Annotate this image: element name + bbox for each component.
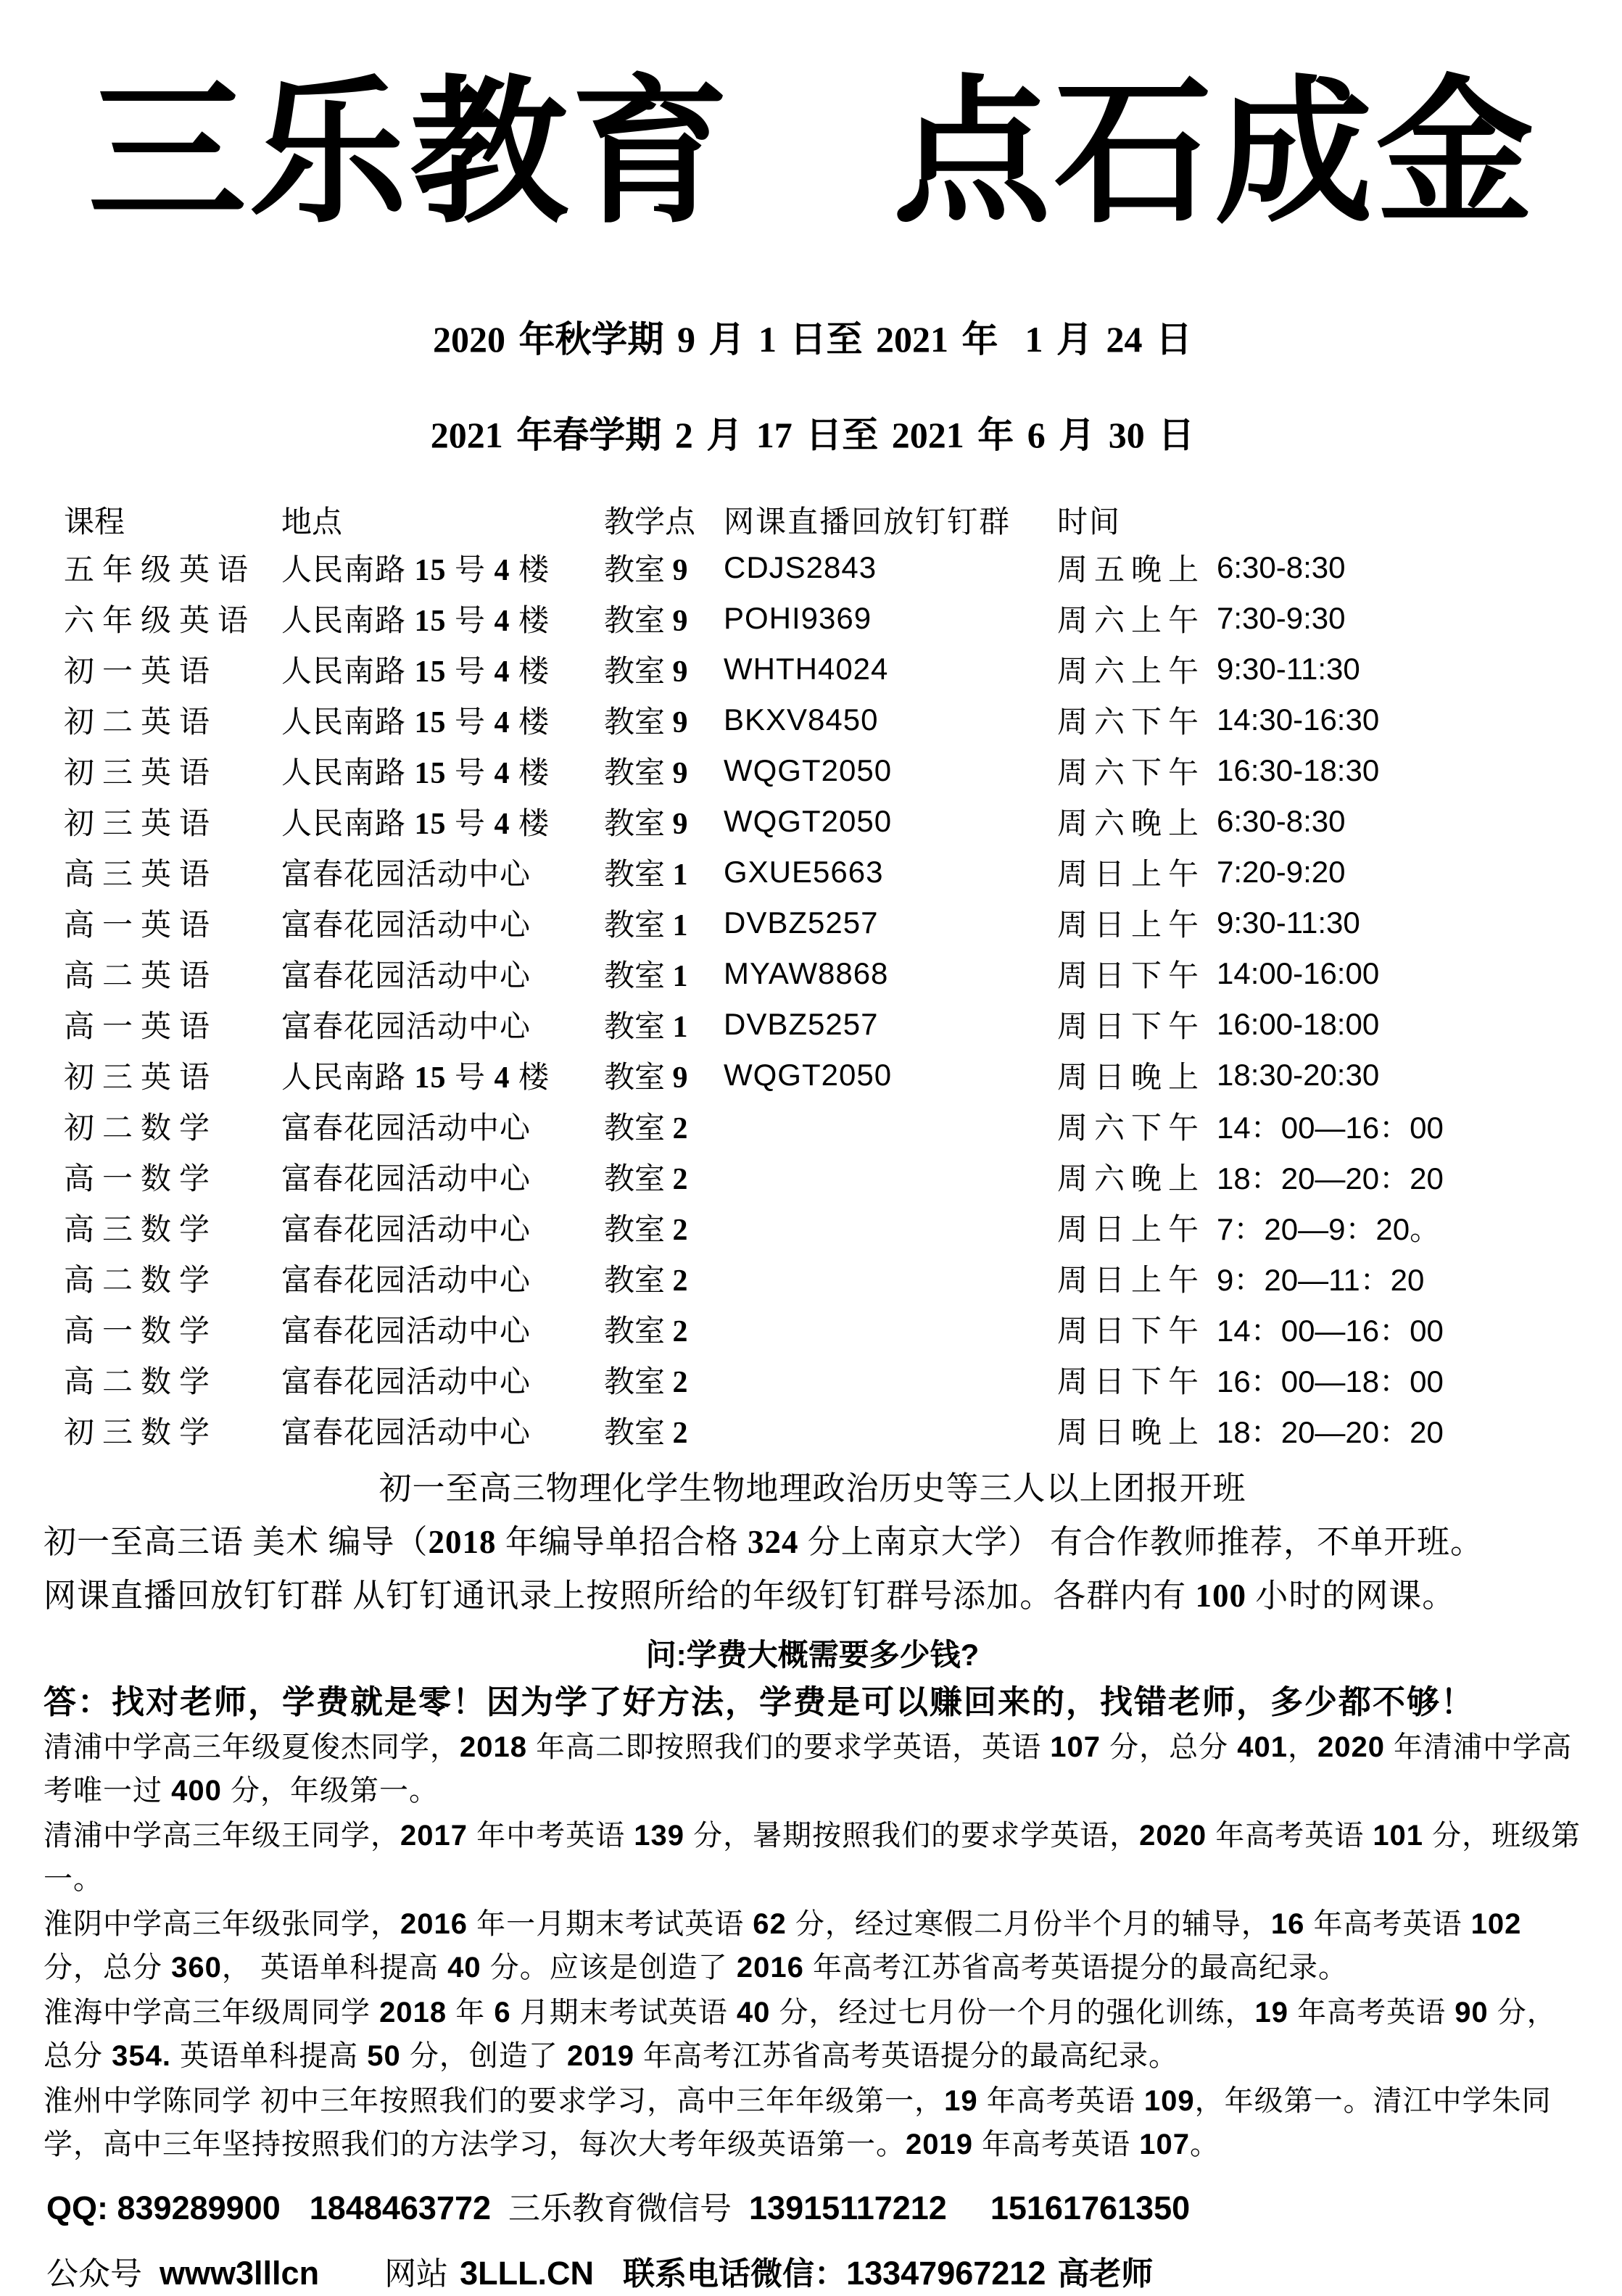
cell-location: 人民南路 15 号 4 楼 xyxy=(281,1061,550,1095)
schedule-row xyxy=(64,1253,1521,1304)
schedule-row xyxy=(64,948,1521,999)
contact-line-qq xyxy=(46,2182,1581,2229)
header-location: 地点 xyxy=(281,506,343,539)
mp-account: www3lllcn xyxy=(160,2255,320,2292)
wechat-label: 三乐教育微信号 xyxy=(508,2191,732,2226)
cell-group: DVBZ5257 xyxy=(724,905,879,940)
semester-line-autumn: 2020 年秋学期 9 月 1 日至 2021 年 1 月 24 日 xyxy=(433,319,1192,360)
cell-time: 14:00-16:00 xyxy=(1217,956,1380,990)
cell-location: 人民南路 15 号 4 楼 xyxy=(281,706,550,739)
cell-location: 人民南路 15 号 4 楼 xyxy=(281,655,550,689)
cell-weekday: 周六上午 xyxy=(1057,655,1206,689)
cell-time: 9：20—11：20 xyxy=(1217,1263,1425,1297)
site-url: 3LLL.CN xyxy=(460,2255,595,2292)
cell-location: 人民南路 15 号 4 楼 xyxy=(281,757,550,790)
cell-classroom: 教室 1 xyxy=(604,1011,688,1044)
cell-group: BKXV8450 xyxy=(724,703,879,737)
cell-weekday: 周日上午 xyxy=(1057,1264,1206,1298)
phone-label: 联系电话微信： xyxy=(623,2256,847,2292)
cell-weekday: 周六下午 xyxy=(1057,1112,1206,1145)
schedule-row xyxy=(64,898,1521,948)
cell-group: GXUE5663 xyxy=(724,855,884,889)
cell-time: 9:30-11:30 xyxy=(1217,652,1360,686)
schedule-row xyxy=(64,847,1521,898)
testimonial-chen-zhu: 淮州中学陈同学 初中三年按照我们的要求学习，高中三年年级第一，19 年高考英语 109，年级第一。清江中学朱同学，高中三年坚持按照我们的方法学习，每次大考年级英语第一。2019 年高考英语 107。 xyxy=(44,2085,1552,2160)
cell-classroom: 教室 1 xyxy=(604,909,688,942)
cell-course: 高二数学 xyxy=(64,1264,218,1298)
cell-weekday: 周日上午 xyxy=(1057,1214,1206,1247)
cell-group: MYAW8868 xyxy=(724,956,889,990)
cell-group xyxy=(724,1354,1057,1405)
page-title: 三乐教育 点石成金 xyxy=(88,67,1537,242)
cell-group: WHTH4024 xyxy=(724,652,889,686)
qq-numbers: QQ: 839289900 xyxy=(46,2189,281,2226)
cell-time: 16:00-18:00 xyxy=(1217,1007,1380,1041)
note-dingtalk-groups: 网课直播回放钉钉群 从钉钉通讯录上按照所给的年级钉钉群号添加。各群内有 100 小时的网课。 xyxy=(44,1578,1456,1614)
schedule-row xyxy=(64,644,1521,695)
cell-course: 高三数学 xyxy=(64,1214,218,1247)
cell-group: WQGT2050 xyxy=(724,753,893,787)
testimonial-xiajunjie: 清浦中学高三年级夏俊杰同学，2018 年高二即按照我们的要求学英语，英语 107 分，总分 401，2020 年清浦中学高考唯一过 400 分，年级第一。 xyxy=(44,1731,1573,1807)
cell-time: 6:30-8:30 xyxy=(1217,804,1346,838)
cell-weekday: 周日下午 xyxy=(1057,1011,1206,1044)
qq-number-2: 1848463772 xyxy=(309,2189,492,2226)
cell-location: 富春花园活动中心 xyxy=(281,1264,531,1298)
cell-location: 富春花园活动中心 xyxy=(281,1366,531,1399)
cell-weekday: 周六晚上 xyxy=(1057,808,1206,841)
schedule-row xyxy=(64,1050,1521,1101)
cell-classroom: 教室 9 xyxy=(604,808,688,841)
cell-location: 富春花园活动中心 xyxy=(281,1417,531,1450)
cell-classroom: 教室 1 xyxy=(604,960,688,993)
cell-classroom: 教室 2 xyxy=(604,1264,688,1298)
cell-group xyxy=(724,1101,1057,1151)
schedule-row xyxy=(64,745,1521,796)
schedule-row xyxy=(64,1405,1521,1456)
cell-weekday: 周日晚上 xyxy=(1057,1417,1206,1450)
cell-location: 富春花园活动中心 xyxy=(281,858,531,892)
cell-time: 16：00—18：00 xyxy=(1217,1364,1444,1398)
schedule-table xyxy=(64,497,1521,1456)
cell-weekday: 周六下午 xyxy=(1057,706,1206,739)
teacher-name: 高老师 xyxy=(1057,2256,1154,2292)
qa-answer: 答：找对老师，学费就是零！因为学了好方法，学费是可以赚回来的，找错老师，多少都不够！ xyxy=(44,1683,1476,1720)
cell-location: 富春花园活动中心 xyxy=(281,909,531,942)
cell-location: 富春花园活动中心 xyxy=(281,960,531,993)
cell-time: 14:30-16:30 xyxy=(1217,703,1380,737)
cell-weekday: 周六下午 xyxy=(1057,757,1206,790)
cell-classroom: 教室 2 xyxy=(604,1214,688,1247)
cell-group: WQGT2050 xyxy=(724,804,893,838)
cell-course: 初二数学 xyxy=(64,1112,218,1145)
cell-course: 高一英语 xyxy=(64,909,218,942)
cell-course: 高一数学 xyxy=(64,1163,218,1196)
cell-classroom: 教室 9 xyxy=(604,605,688,638)
cell-classroom: 教室 2 xyxy=(604,1417,688,1450)
cell-location: 富春花园活动中心 xyxy=(281,1163,531,1196)
cell-time: 6:30-8:30 xyxy=(1217,550,1346,584)
cell-time: 14：00—16：00 xyxy=(1217,1314,1444,1348)
cell-course: 初三数学 xyxy=(64,1417,218,1450)
cell-classroom: 教室 1 xyxy=(604,858,688,892)
cell-group: DVBZ5257 xyxy=(724,1007,879,1041)
cell-course: 六年级英语 xyxy=(64,605,257,638)
cell-time: 14：00—16：00 xyxy=(1217,1111,1444,1145)
cell-course: 初三英语 xyxy=(64,1061,218,1095)
cell-weekday: 周日上午 xyxy=(1057,909,1206,942)
cell-weekday: 周五晚上 xyxy=(1057,554,1206,587)
cell-time: 18:30-20:30 xyxy=(1217,1058,1380,1092)
cell-course: 初一英语 xyxy=(64,655,218,689)
cell-weekday: 周日下午 xyxy=(1057,960,1206,993)
schedule-row xyxy=(64,1304,1521,1354)
header-time: 时间 xyxy=(1057,506,1122,539)
cell-classroom: 教室 9 xyxy=(604,655,688,689)
schedule-header-row xyxy=(64,497,1521,542)
cell-weekday: 周日晚上 xyxy=(1057,1061,1206,1095)
cell-course: 高一英语 xyxy=(64,1011,218,1044)
phone-number: 13347967212 xyxy=(846,2255,1046,2292)
cell-group xyxy=(724,1304,1057,1354)
cell-location: 人民南路 15 号 4 楼 xyxy=(281,554,550,587)
cell-group: WQGT2050 xyxy=(724,1058,893,1092)
wechat-number-1: 13915117212 xyxy=(749,2189,947,2226)
note-group-enroll: 初一至高三物理化学生物地理政治历史等三人以上团报开班 xyxy=(378,1470,1246,1507)
cell-group: POHI9369 xyxy=(724,601,872,635)
schedule-row xyxy=(64,1354,1521,1405)
cell-course: 高一数学 xyxy=(64,1315,218,1348)
schedule-row xyxy=(64,1202,1521,1253)
qa-question: 问:学费大概需要多少钱? xyxy=(645,1638,980,1672)
header-classroom: 教学点 xyxy=(604,506,696,539)
cell-group: CDJS2843 xyxy=(724,550,877,584)
cell-location: 富春花园活动中心 xyxy=(281,1112,531,1145)
cell-classroom: 教室 2 xyxy=(604,1366,688,1399)
cell-course: 初三英语 xyxy=(64,808,218,841)
cell-course: 高二英语 xyxy=(64,960,218,993)
cell-classroom: 教室 9 xyxy=(604,706,688,739)
cell-time: 18：20—20：20 xyxy=(1217,1161,1444,1195)
schedule-row xyxy=(64,999,1521,1050)
cell-weekday: 周日下午 xyxy=(1057,1366,1206,1399)
cell-course: 高三英语 xyxy=(64,858,218,892)
contact-line-web xyxy=(46,2247,1581,2294)
header-group: 网课直播回放钉钉群 xyxy=(724,506,1011,539)
cell-location: 富春花园活动中心 xyxy=(281,1315,531,1348)
schedule-row xyxy=(64,1151,1521,1202)
cell-course: 高二数学 xyxy=(64,1366,218,1399)
cell-course: 五年级英语 xyxy=(64,554,257,587)
cell-location: 富春花园活动中心 xyxy=(281,1011,531,1044)
qa-section xyxy=(44,1631,1581,2166)
schedule-row xyxy=(64,1101,1521,1151)
cell-group xyxy=(724,1202,1057,1253)
cell-location: 富春花园活动中心 xyxy=(281,1214,531,1247)
cell-time: 7：20—9：20。 xyxy=(1217,1212,1441,1246)
cell-weekday: 周六上午 xyxy=(1057,605,1206,638)
testimonial-zhou: 淮海中学高三年级周同学 2018 年 6 月期末考试英语 40 分，经过七月份一个月的强化训练，19 年高考英语 90 分， 总分 354. 英语单科提高 50 分，创造了 2019 年高考江苏省高考英语提分的最高纪录。 xyxy=(44,1997,1557,2072)
cell-time: 18：20—20：20 xyxy=(1217,1415,1444,1449)
cell-course: 初三英语 xyxy=(64,757,218,790)
wechat-number-2: 15161761350 xyxy=(990,2189,1191,2226)
cell-weekday: 周日下午 xyxy=(1057,1315,1206,1348)
schedule-row xyxy=(64,695,1521,745)
cell-classroom: 教室 9 xyxy=(604,1061,688,1095)
cell-course: 初二英语 xyxy=(64,706,218,739)
semester-line-spring: 2021 年春学期 2 月 17 日至 2021 年 6 月 30 日 xyxy=(430,415,1195,455)
note-art-media: 初一至高三语 美术 编导（2018 年编导单招合格 324 分上南京大学） 有合作教师推荐，不单开班。 xyxy=(44,1524,1484,1560)
cell-time: 9:30-11:30 xyxy=(1217,905,1360,940)
cell-location: 人民南路 15 号 4 楼 xyxy=(281,808,550,841)
cell-location: 人民南路 15 号 4 楼 xyxy=(281,605,550,638)
cell-classroom: 教室 2 xyxy=(604,1315,688,1348)
cell-group xyxy=(724,1151,1057,1202)
header-time-spacer xyxy=(1217,497,1521,542)
cell-classroom: 教室 9 xyxy=(604,554,688,587)
schedule-row xyxy=(64,593,1521,644)
cell-weekday: 周日上午 xyxy=(1057,858,1206,892)
cell-time: 7:30-9:30 xyxy=(1217,601,1346,635)
header-course: 课程 xyxy=(64,506,125,539)
site-label: 网站 xyxy=(384,2256,449,2292)
cell-classroom: 教室 2 xyxy=(604,1163,688,1196)
cell-classroom: 教室 2 xyxy=(604,1112,688,1145)
mp-label: 公众号 xyxy=(46,2256,142,2292)
schedule-row xyxy=(64,796,1521,847)
schedule-row xyxy=(64,542,1521,593)
cell-weekday: 周六晚上 xyxy=(1057,1163,1206,1196)
cell-group xyxy=(724,1405,1057,1456)
cell-classroom: 教室 9 xyxy=(604,757,688,790)
cell-group xyxy=(724,1253,1057,1304)
cell-time: 16:30-18:30 xyxy=(1217,753,1380,787)
cell-time: 7:20-9:20 xyxy=(1217,855,1346,889)
testimonial-zhang: 淮阴中学高三年级张同学，2016 年一月期末考试英语 62 分，经过寒假二月份半个月的辅导，16 年高考英语 102 分，总分 360， 英语单科提高 40 分。应该是创造了 2016 年高考江苏省高考英语提分的最高纪录。 xyxy=(44,1908,1522,1984)
testimonial-wang: 清浦中学高三年级王同学，2017 年中考英语 139 分，暑期按照我们的要求学英语，2020 年高考英语 101 分，班级第一。 xyxy=(44,1820,1581,1895)
schedule-body xyxy=(64,542,1521,1456)
